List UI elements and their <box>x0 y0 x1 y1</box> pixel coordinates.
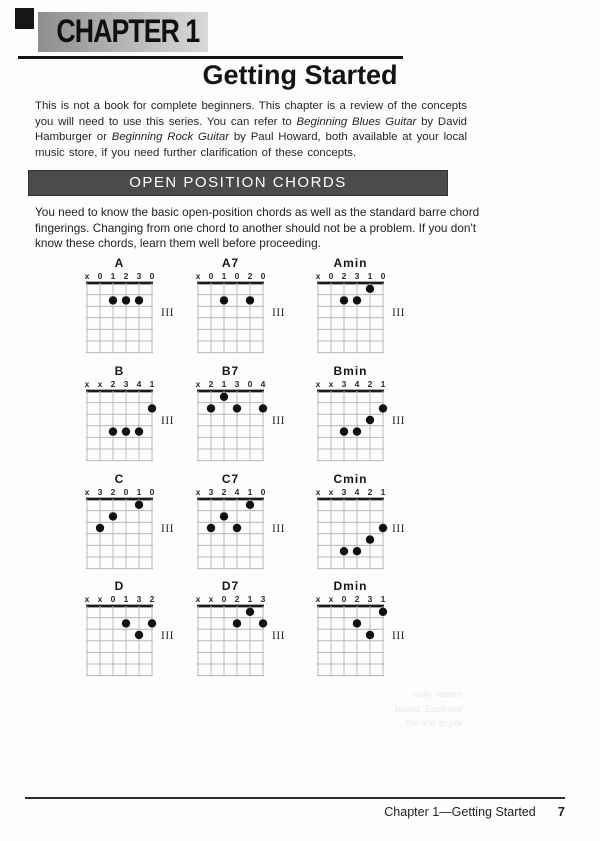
svg-text:x: x <box>315 594 321 604</box>
section-banner <box>28 170 448 196</box>
svg-text:III: III <box>161 523 174 535</box>
svg-text:0: 0 <box>221 594 227 604</box>
svg-text:0: 0 <box>97 271 103 281</box>
svg-text:4: 4 <box>260 379 266 389</box>
svg-text:0: 0 <box>260 487 266 497</box>
svg-text:x: x <box>84 594 90 604</box>
svg-text:2: 2 <box>208 379 214 389</box>
bleed-line-2: board. Each not <box>394 703 462 715</box>
svg-text:2: 2 <box>110 379 116 389</box>
svg-text:2: 2 <box>367 487 373 497</box>
svg-text:3: 3 <box>123 379 129 389</box>
svg-text:III: III <box>272 415 285 427</box>
section-paragraph: You need to know the basic open-position chords as well as the standard barre chord fingerings. Changing from one chord to another should not be a problem. If you don't know these chords, learn them well before proceeding. <box>35 205 480 251</box>
svg-text:x: x <box>84 487 90 497</box>
svg-text:x: x <box>328 379 334 389</box>
chord-diagram-C7 <box>192 472 302 574</box>
chord-svg-B7 <box>192 364 302 466</box>
svg-text:III: III <box>272 523 285 535</box>
svg-text:1: 1 <box>221 271 227 281</box>
svg-text:1: 1 <box>247 594 253 604</box>
svg-text:1: 1 <box>380 594 386 604</box>
svg-text:0: 0 <box>234 271 240 281</box>
svg-text:x: x <box>315 271 321 281</box>
svg-text:1: 1 <box>110 271 116 281</box>
svg-text:Bmin: Bmin <box>333 364 368 378</box>
chapter-rule <box>18 56 403 59</box>
svg-text:0: 0 <box>380 271 386 281</box>
chord-diagram-Cmin <box>312 472 422 574</box>
svg-text:III: III <box>392 415 405 427</box>
svg-text:2: 2 <box>110 487 116 497</box>
svg-text:2: 2 <box>367 379 373 389</box>
chord-svg-C <box>81 472 191 574</box>
svg-text:1: 1 <box>221 379 227 389</box>
svg-text:1: 1 <box>247 487 253 497</box>
svg-text:2: 2 <box>341 271 347 281</box>
chord-svg-A7 <box>192 256 302 358</box>
svg-text:3: 3 <box>354 271 360 281</box>
svg-text:1: 1 <box>380 379 386 389</box>
chord-svg-B <box>81 364 191 466</box>
footer-rule <box>25 797 565 799</box>
svg-text:x: x <box>195 379 201 389</box>
intro-text-3: by Paul Howard, both available at your local music store, if you need further clarification of these concepts. <box>35 131 468 159</box>
chapter-label: CHAPTER 1 <box>56 14 200 50</box>
book-title-rock: Beginning Rock Guitar <box>111 131 230 144</box>
svg-text:0: 0 <box>247 379 253 389</box>
svg-text:0: 0 <box>208 271 214 281</box>
chord-diagram-B7 <box>192 364 302 466</box>
svg-text:0: 0 <box>328 271 334 281</box>
intro-text-1: This is not a book for complete beginners. This chapter is a review of the concepts you will need to use this series. You can refer to <box>35 100 467 128</box>
svg-text:3: 3 <box>97 487 103 497</box>
svg-text:x: x <box>97 379 103 389</box>
svg-text:x: x <box>84 271 90 281</box>
svg-text:4: 4 <box>234 487 240 497</box>
svg-text:2: 2 <box>234 594 240 604</box>
chord-svg-Amin <box>312 256 422 358</box>
chord-diagrams <box>58 256 458 686</box>
svg-text:C7: C7 <box>221 472 240 486</box>
svg-text:III: III <box>272 307 285 319</box>
svg-text:Amin: Amin <box>333 256 368 270</box>
chord-svg-Cmin <box>312 472 422 574</box>
svg-text:1: 1 <box>149 379 155 389</box>
svg-text:D7: D7 <box>221 579 240 593</box>
svg-text:2: 2 <box>247 271 253 281</box>
svg-text:Dmin: Dmin <box>333 579 368 593</box>
svg-text:III: III <box>392 523 405 535</box>
svg-text:A7: A7 <box>221 256 240 270</box>
svg-text:3: 3 <box>136 594 142 604</box>
svg-text:III: III <box>161 307 174 319</box>
chord-svg-A <box>81 256 191 358</box>
svg-text:x: x <box>208 594 214 604</box>
chord-svg-D <box>81 579 191 681</box>
svg-text:1: 1 <box>367 271 373 281</box>
svg-text:B: B <box>114 364 125 378</box>
svg-text:0: 0 <box>260 271 266 281</box>
svg-text:4: 4 <box>136 379 142 389</box>
bleed-line-1: cally repres <box>413 689 462 700</box>
svg-text:B7: B7 <box>221 364 240 378</box>
svg-text:2: 2 <box>354 594 360 604</box>
svg-text:2: 2 <box>123 271 129 281</box>
svg-text:3: 3 <box>367 594 373 604</box>
svg-text:C: C <box>114 472 125 486</box>
chord-diagram-Amin <box>312 256 422 358</box>
svg-text:x: x <box>97 594 103 604</box>
svg-text:III: III <box>392 630 405 642</box>
svg-text:0: 0 <box>341 594 347 604</box>
chord-svg-Dmin <box>312 579 422 681</box>
svg-text:3: 3 <box>208 487 214 497</box>
footer-chapter-text: Chapter 1—Getting Started <box>384 805 536 819</box>
chord-diagram-Bmin <box>312 364 422 466</box>
svg-text:0: 0 <box>123 487 129 497</box>
svg-text:2: 2 <box>149 594 155 604</box>
svg-text:3: 3 <box>341 487 347 497</box>
book-title-blues: Beginning Blues Guitar <box>296 115 417 128</box>
svg-text:x: x <box>84 379 90 389</box>
svg-text:4: 4 <box>354 487 360 497</box>
footer <box>25 804 565 819</box>
chord-svg-C7 <box>192 472 302 574</box>
intro-text-2: by David Hamburger or <box>35 115 468 144</box>
bleed-through-text <box>350 688 462 732</box>
svg-text:3: 3 <box>260 594 266 604</box>
svg-text:3: 3 <box>341 379 347 389</box>
svg-text:A: A <box>114 256 125 270</box>
footer-page-number: 7 <box>557 804 565 819</box>
svg-text:x: x <box>195 271 201 281</box>
svg-text:3: 3 <box>234 379 240 389</box>
chord-diagram-A7 <box>192 256 302 358</box>
chord-diagram-Dmin <box>312 579 422 681</box>
svg-text:0: 0 <box>149 271 155 281</box>
chord-svg-D7 <box>192 579 302 681</box>
svg-text:1: 1 <box>136 487 142 497</box>
svg-text:x: x <box>328 487 334 497</box>
corner-mark <box>15 8 34 29</box>
svg-text:1: 1 <box>123 594 129 604</box>
svg-text:x: x <box>315 487 321 497</box>
chord-diagram-B <box>81 364 191 466</box>
svg-text:III: III <box>272 630 285 642</box>
chord-diagram-A <box>81 256 191 358</box>
svg-text:2: 2 <box>221 487 227 497</box>
chapter-banner <box>38 12 208 52</box>
svg-text:0: 0 <box>110 594 116 604</box>
bleed-line-3: the line to pla <box>405 718 462 729</box>
chord-diagram-D7 <box>192 579 302 681</box>
svg-text:x: x <box>195 487 201 497</box>
chord-diagram-C <box>81 472 191 574</box>
svg-text:III: III <box>161 415 174 427</box>
svg-text:0: 0 <box>149 487 155 497</box>
svg-text:1: 1 <box>380 487 386 497</box>
svg-text:III: III <box>161 630 174 642</box>
svg-text:4: 4 <box>354 379 360 389</box>
chord-diagram-D <box>81 579 191 681</box>
svg-text:Cmin: Cmin <box>333 472 368 486</box>
section-header: OPEN POSITION CHORDS <box>129 174 347 191</box>
svg-text:D: D <box>114 579 125 593</box>
intro-paragraph <box>35 99 467 161</box>
svg-text:3: 3 <box>136 271 142 281</box>
svg-text:x: x <box>195 594 201 604</box>
svg-text:III: III <box>392 307 405 319</box>
svg-text:x: x <box>315 379 321 389</box>
page-title: Getting Started <box>202 60 398 90</box>
svg-text:x: x <box>328 594 334 604</box>
chord-svg-Bmin <box>312 364 422 466</box>
